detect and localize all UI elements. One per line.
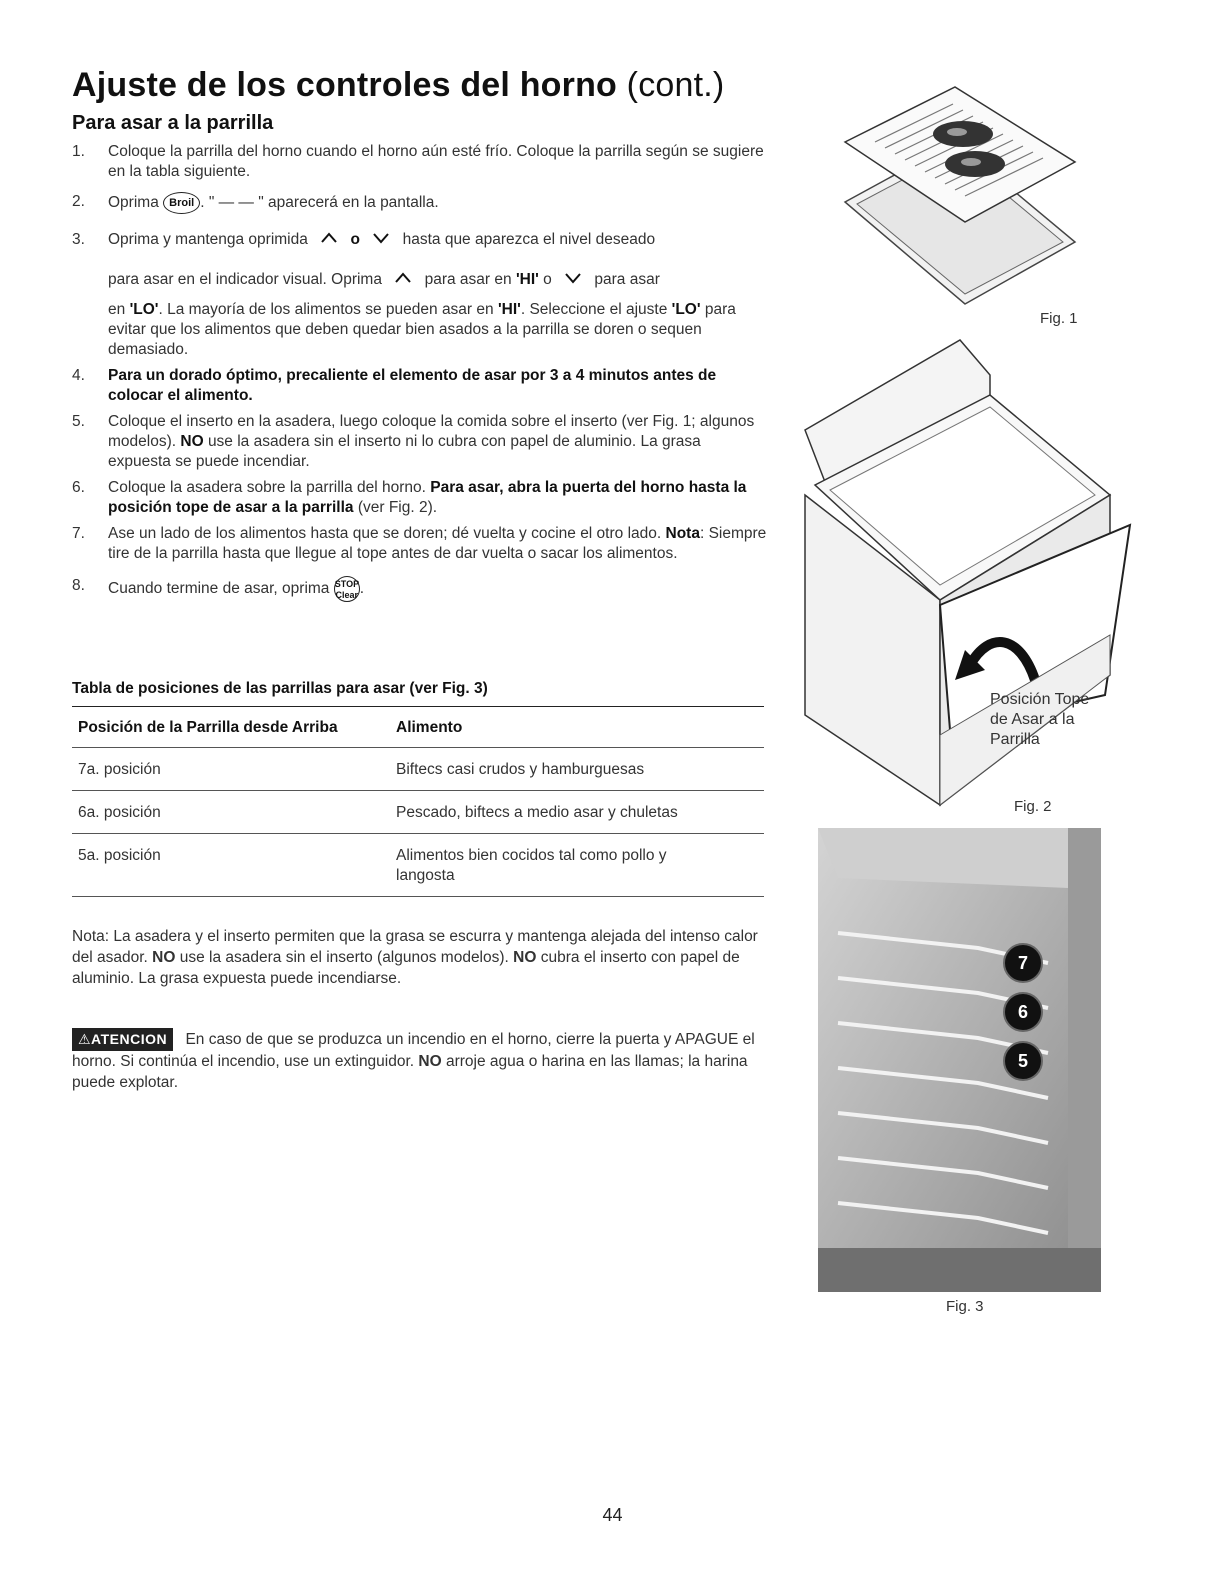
fig-3-label: Fig. 3 bbox=[946, 1298, 984, 1315]
warning-bold: NO bbox=[418, 1053, 442, 1070]
section-subtitle: Para asar a la parrilla bbox=[72, 112, 274, 134]
step-number: 2. bbox=[72, 193, 85, 210]
note-bold: NO bbox=[513, 949, 537, 966]
step-text: Coloque el inserto en la asadera, luego coloque la comida sobre el inserto (ver Fig. 1; algunos modelos). bbox=[108, 413, 755, 450]
note-text: cubra el inserto con papel de aluminio. La grasa expuesta puede incendiarse. bbox=[72, 949, 740, 987]
callout-line: Parrilla bbox=[990, 731, 1040, 748]
page-number: 44 bbox=[602, 1505, 623, 1525]
step-5 bbox=[72, 412, 767, 472]
step-text: . La mayoría de los alimentos se pueden asar en bbox=[158, 301, 494, 318]
warning-text: arroje agua o harina en las llamas; la harina puede explotar. bbox=[72, 1053, 748, 1091]
step-number: 3. bbox=[72, 231, 85, 248]
table-cell: Pescado, biftecs a medio asar y chuletas bbox=[390, 791, 764, 834]
step-number: 8. bbox=[72, 577, 85, 594]
table-row bbox=[72, 834, 764, 897]
step-text: Oprima bbox=[108, 194, 159, 212]
step-text: Cuando termine de asar, oprima bbox=[108, 580, 330, 598]
step-text: Nota bbox=[665, 525, 700, 542]
step-text: 'LO' bbox=[671, 301, 701, 318]
up-arrow-icon bbox=[394, 270, 412, 290]
table-title: Tabla de posiciones de las parrillas para asar (ver Fig. 3) bbox=[72, 680, 488, 697]
table-row bbox=[72, 748, 764, 791]
step-text: . " — — " aparecerá en la pantalla. bbox=[200, 194, 439, 212]
step-number: 5. bbox=[72, 413, 85, 430]
step-2 bbox=[72, 192, 767, 214]
table-cell: Alimentos bien cocidos tal como pollo y langosta bbox=[390, 834, 764, 897]
down-arrow-icon bbox=[564, 270, 582, 290]
note-text: use la asadera sin el inserto (algunos modelos). bbox=[179, 949, 509, 966]
stop-clear-button-icon bbox=[334, 576, 360, 602]
warning-text: En caso de que se produzca un incendio en el horno, cierre la puerta y APAGUE el horno. Si continúa el incendio, use un extinguidor. bbox=[72, 1031, 755, 1070]
fig-1-label: Fig. 1 bbox=[1040, 310, 1078, 327]
note-bold: NO bbox=[152, 949, 176, 966]
stop-label: STOP bbox=[334, 579, 360, 589]
step-text: . Seleccione el ajuste bbox=[520, 301, 668, 318]
broil-pan-illustration bbox=[835, 82, 1085, 322]
step-text: 'LO' bbox=[129, 301, 159, 318]
step-text: para evitar que los alimentos que deben quedar bien asados a la parrilla se doren o sequen demasiado. bbox=[108, 301, 736, 358]
step-number: 1. bbox=[72, 143, 85, 160]
rack-position-6-badge: 6 bbox=[1003, 992, 1043, 1032]
step-text: NO bbox=[180, 433, 204, 450]
page-title bbox=[72, 66, 724, 105]
step-text: . bbox=[359, 580, 365, 598]
step-text: Oprima y mantenga oprimida bbox=[108, 231, 308, 248]
step-text: hasta que aparezca el nivel deseado bbox=[402, 231, 656, 248]
step-text: 'HI' bbox=[497, 301, 521, 318]
step-text: Ase un lado de los alimentos hasta que se doren; dé vuelta y cocine el otro lado. bbox=[108, 525, 662, 542]
table-header-cell: Alimento bbox=[390, 707, 764, 748]
down-arrow-icon bbox=[372, 230, 390, 250]
step-text: en bbox=[108, 301, 126, 318]
page-title-suffix: (cont.) bbox=[626, 66, 725, 104]
up-arrow-icon bbox=[320, 230, 338, 250]
step-number: 6. bbox=[72, 479, 85, 496]
step-text: para asar en el indicador visual. Oprima bbox=[108, 271, 382, 288]
step-1 bbox=[72, 142, 767, 182]
table-row bbox=[72, 791, 764, 834]
step-text: 'HI' bbox=[515, 271, 539, 288]
table-cell: Biftecs casi crudos y hamburguesas bbox=[390, 748, 764, 791]
note-text: Nota: La asadera y el inserto permiten que la grasa se escurra y mantenga alejada del intenso calor del asador. bbox=[72, 928, 758, 966]
step-text: (ver Fig. 2). bbox=[357, 499, 438, 516]
broil-button-icon: Broil bbox=[163, 192, 200, 214]
page-title-text: Ajuste de los controles del horno bbox=[72, 66, 618, 104]
note-paragraph bbox=[72, 926, 767, 989]
step-text: Coloque la asadera sobre la parrilla del horno. bbox=[108, 479, 426, 496]
table-header-cell: Posición de la Parrilla desde Arriba bbox=[72, 707, 390, 748]
clear-label: Clear bbox=[335, 590, 358, 600]
step-8 bbox=[72, 576, 767, 602]
step-text: Para asar, abra la puerta del horno hasta la posición tope de asar a la parrilla bbox=[108, 479, 747, 516]
callout-line: de Asar a la bbox=[990, 711, 1075, 728]
oven-interior-drawing bbox=[818, 828, 1101, 1292]
step-text: use la asadera sin el inserto ni lo cubra con papel de aluminio. La grasa expuesta se puede incendiar. bbox=[108, 433, 701, 470]
rack-position-table bbox=[72, 706, 764, 897]
rack-position-7-badge: 7 bbox=[1003, 943, 1043, 983]
step-text: Para un dorado óptimo, precaliente el elemento de asar por 3 a 4 minutos antes de colocar el alimento. bbox=[108, 367, 717, 404]
step-text: o bbox=[543, 271, 552, 288]
steps-list bbox=[72, 142, 767, 608]
table-header-row bbox=[72, 707, 764, 748]
step-3 bbox=[72, 230, 767, 360]
step-7 bbox=[72, 524, 767, 564]
warning-paragraph bbox=[72, 1028, 767, 1093]
step-text: o bbox=[350, 231, 360, 248]
step-number: 7. bbox=[72, 525, 85, 542]
step-6 bbox=[72, 478, 767, 518]
step-number: 4. bbox=[72, 367, 85, 384]
warning-badge-icon: ⚠ATENCION bbox=[72, 1028, 173, 1051]
step-text: para asar en bbox=[424, 271, 512, 288]
fig-2-label: Fig. 2 bbox=[1014, 798, 1052, 815]
table-cell: 5a. posición bbox=[72, 834, 390, 897]
broil-stop-callout bbox=[990, 690, 1089, 750]
callout-line: Posición Tope bbox=[990, 691, 1090, 708]
table-cell: 6a. posición bbox=[72, 791, 390, 834]
rack-position-5-badge: 5 bbox=[1003, 1041, 1043, 1081]
step-text: : Siempre tire de la parrilla hasta que llegue al tope antes de dar vuelta o sacar los alimentos. bbox=[108, 525, 767, 562]
step-text: para asar bbox=[594, 271, 660, 288]
step-4 bbox=[72, 366, 767, 406]
table-cell: 7a. posición bbox=[72, 748, 390, 791]
step-text: Coloque la parrilla del horno cuando el horno aún esté frío. Coloque la parrilla según se sugiere en la tabla siguiente. bbox=[108, 143, 764, 180]
oven-interior-photo bbox=[818, 828, 1101, 1292]
